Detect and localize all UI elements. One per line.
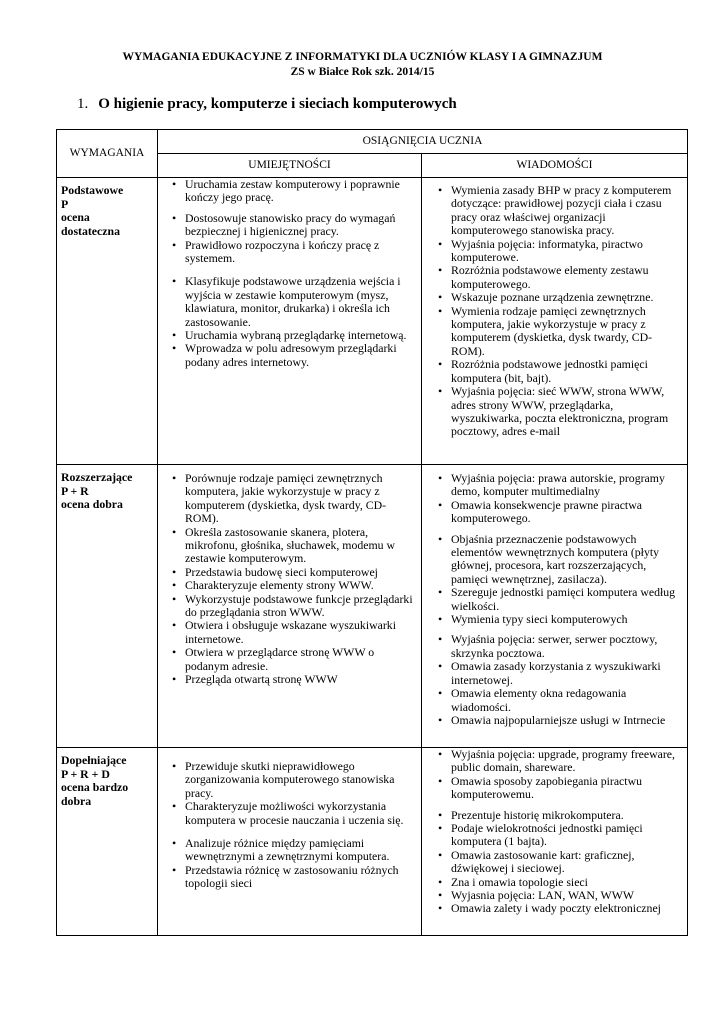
list-item: • Omawia zastosowanie kart: graficznej, dźwiękowej i sieciowej. bbox=[422, 849, 687, 876]
document-title-line2: ZS w Białce Rok szk. 2014/15 bbox=[290, 66, 435, 78]
list-item: • Omawia najpopularniejsze usługi w Intrnecie bbox=[422, 714, 687, 727]
level-grade-cont: dostateczna bbox=[61, 223, 120, 238]
list-item: • Wymienia rodzaje pamięci zewnętrznych komputera, jakie wykorzystuje w pracy z komputerem (dyskietka, dysk twardy, CD-ROM). bbox=[422, 305, 687, 359]
level-cell-basic bbox=[57, 178, 158, 465]
list-item: • Charakteryzuje możliwości wykorzystania komputera w procesie nauczania i uczenia się. bbox=[158, 800, 421, 827]
header-skills: UMIEJĘTNOŚCI bbox=[158, 154, 422, 178]
list-item: • Przegląda otwartą stronę WWW bbox=[158, 673, 421, 686]
table-row-extended bbox=[57, 465, 688, 748]
list-item: • Rozróżnia podstawowe jednostki pamięci komputera (bit, bajt). bbox=[422, 358, 687, 385]
list-item: • Przedstawia różnicę w zastosowaniu różnych topologii sieci bbox=[158, 864, 421, 891]
list-item: • Wykorzystuje podstawowe funkcje przeglądarki do przeglądania stron WWW. bbox=[158, 593, 421, 620]
list-item: • Omawia konsekwencje prawne piractwa komputerowego. bbox=[422, 499, 687, 526]
list-item: • Rozróżnia podstawowe elementy zestawu komputerowego. bbox=[422, 264, 687, 291]
list-item: • Dostosowuje stanowisko pracy do wymagań bezpiecznej i higienicznej pracy. bbox=[158, 212, 421, 239]
header-requirements: WYMAGANIA bbox=[57, 130, 158, 178]
list-item: • Omawia zasady korzystania z wyszukiwarki internetowej. bbox=[422, 660, 687, 687]
level-code: P bbox=[61, 196, 69, 211]
level-code: P + R bbox=[61, 483, 89, 498]
header-achievements: OSIĄGNIĘCIA UCZNIA bbox=[158, 130, 688, 154]
list-item: • Zna i omawia topologie sieci bbox=[422, 876, 687, 889]
list-item: • Omawia sposoby zapobiegania piractwu komputerowemu. bbox=[422, 775, 687, 802]
skills-cell-complementary bbox=[158, 748, 422, 936]
list-item: • Objaśnia przeznaczenie podstawowych elementów wewnętrznych komputera (płyty głównej, procesora, kart rozszerzających, pamięci wewnętrznej, zasilacza). bbox=[422, 533, 687, 587]
knowledge-cell-complementary bbox=[422, 748, 688, 936]
level-name: Dopełniające bbox=[61, 753, 127, 767]
list-item: • Wyjasnia pojęcia: LAN, WAN, WWW bbox=[422, 889, 687, 902]
knowledge-cell-extended bbox=[422, 465, 688, 748]
level-cell-extended bbox=[57, 465, 158, 748]
list-item: • Wyjaśnia pojęcia: upgrade, programy freeware, public domain, shareware. bbox=[422, 748, 687, 775]
table-row-complementary bbox=[57, 748, 688, 936]
list-item: • Omawia elementy okna redagowania wiadomości. bbox=[422, 687, 687, 714]
list-item: • Wymienia typy sieci komputerowych bbox=[422, 613, 687, 626]
list-item: • Wyjaśnia pojęcia: prawa autorskie, programy demo, komputer multimedialny bbox=[422, 472, 687, 499]
level-grade: ocena bardzo bbox=[61, 780, 129, 794]
list-item: • Klasyfikuje podstawowe urządzenia wejścia i wyjścia w zestawie komputerowym (mysz, klawiatura, monitor, drukarka) i określa ich zastosowanie. bbox=[158, 275, 421, 329]
list-item: • Wskazuje poznane urządzenia zewnętrzne. bbox=[422, 291, 687, 304]
level-grade: ocena bbox=[61, 210, 90, 224]
list-item: • Uruchamia zestaw komputerowy i poprawnie kończy jego pracę. bbox=[158, 178, 421, 205]
requirements-table bbox=[56, 129, 688, 936]
list-item: • Otwiera w przeglądarce stronę WWW o podanym adresie. bbox=[158, 646, 421, 673]
skills-cell-extended bbox=[158, 465, 422, 748]
level-code: P + R + D bbox=[61, 766, 110, 781]
level-cell-complementary bbox=[57, 748, 158, 936]
table-row-basic bbox=[57, 178, 688, 465]
level-grade-cont: dobra bbox=[61, 793, 92, 808]
list-item: • Prezentuje historię mikrokomputera. bbox=[422, 809, 687, 822]
list-item: • Uruchamia wybraną przeglądarkę internetową. bbox=[158, 329, 421, 342]
skills-cell-basic bbox=[158, 178, 422, 465]
section-number: 1. bbox=[77, 96, 89, 112]
list-item: • Wprowadza w polu adresowym przeglądarki podany adres internetowy. bbox=[158, 342, 421, 369]
list-item: • Określa zastosowanie skanera, plotera, mikrofonu, głośnika, słuchawek, modemu w zestawie komputerowym. bbox=[158, 526, 421, 566]
knowledge-cell-basic bbox=[422, 178, 688, 465]
level-grade: ocena dobra bbox=[61, 497, 123, 511]
document-title-line1: WYMAGANIA EDUKACYJNE Z INFORMATYKI DLA UCZNIÓW KLASY I A GIMNAZJUM bbox=[122, 51, 603, 63]
list-item: • Analizuje różnice między pamięciami wewnętrznymi a zewnętrznymi komputera. bbox=[158, 837, 421, 864]
level-name: Rozszerzające bbox=[61, 470, 133, 484]
list-item: • Przewiduje skutki nieprawidłowego zorganizowania komputerowego stanowiska pracy. bbox=[158, 760, 421, 800]
list-item: • Porównuje rodzaje pamięci zewnętrznych komputera, jakie wykorzystuje w pracy z komputerem (dyskietka, dysk twardy, CD-ROM). bbox=[158, 472, 421, 526]
list-item: • Podaje wielokrotności jednostki pamięci komputera (1 bajta). bbox=[422, 822, 687, 849]
section-heading bbox=[77, 96, 457, 113]
list-item: • Prawidłowo rozpoczyna i kończy pracę z systemem. bbox=[158, 239, 421, 266]
list-item: • Przedstawia budowę sieci komputerowej bbox=[158, 566, 421, 579]
list-item: • Wymienia zasady BHP w pracy z komputerem dotyczące: prawidłowej pozycji ciała i czasu pracy oraz właściwej organizacji komputerowego stanowiska pracy. bbox=[422, 184, 687, 238]
list-item: • Wyjaśnia pojęcia: informatyka, piractwo komputerowe. bbox=[422, 238, 687, 265]
level-name: Podstawowe bbox=[61, 183, 124, 197]
section-title: O higienie pracy, komputerze i sieciach komputerowych bbox=[98, 96, 457, 112]
list-item: • Charakteryzuje elementy strony WWW. bbox=[158, 579, 421, 592]
list-item: • Omawia zalety i wady poczty elektronicznej bbox=[422, 902, 687, 915]
list-item: • Szereguje jednostki pamięci komputera według wielkości. bbox=[422, 586, 687, 613]
list-item: • Wyjaśnia pojęcia: sieć WWW, strona WWW, adres strony WWW, przeglądarka, wyszukiwarka, poczta elektroniczna, program pocztowy, adres e-mail bbox=[422, 385, 687, 439]
list-item: • Wyjaśnia pojęcia: serwer, serwer pocztowy, skrzynka pocztowa. bbox=[422, 633, 687, 660]
list-item: • Otwiera i obsługuje wskazane wyszukiwarki internetowe. bbox=[158, 619, 421, 646]
header-knowledge: WIADOMOŚCI bbox=[422, 154, 688, 178]
